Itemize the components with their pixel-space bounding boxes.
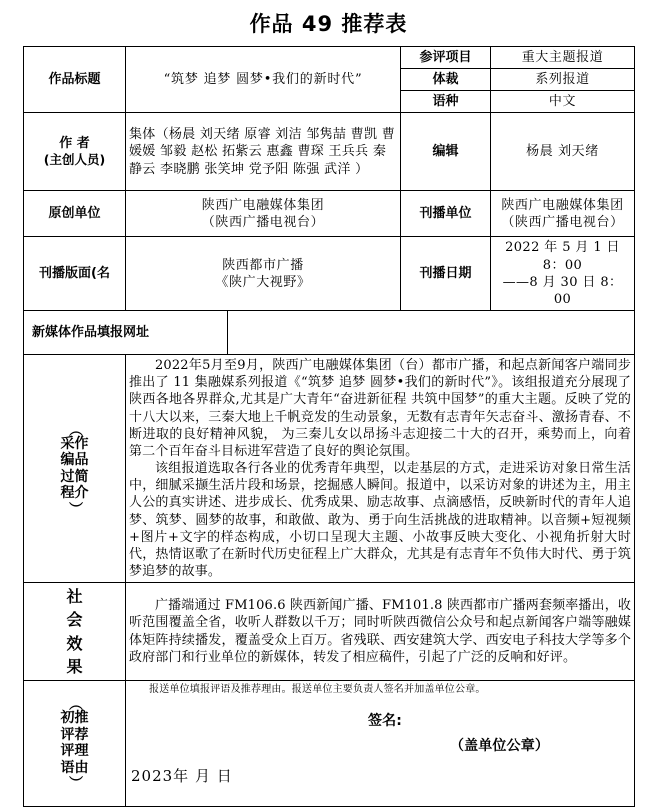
table-row-units [24, 191, 635, 237]
recommendation-note: 报送单位填报评语及推荐理由。报送单位主要负责人签名并加盖单位公章。 [149, 683, 486, 695]
label-new-media-url: 新媒体作品填报网址 [24, 311, 228, 355]
process-paragraph-1: 2022年5月至9月，陕西广电融媒体集团（台）都市广播，和起点新闻客户端同步推出了 11 集融媒系列报道《“筑梦 追梦 圆梦•我们的新时代”》。该组报道充分展现了陕西各地各界群众,尤其是广大青年“奋进新征程 共筑中国梦”的重大主题。反映了党的十八大以来，三秦大地上千帆竞发的生动景象，无数有志青年矢志奋斗、激扬青春、不断进取的良好精神风貌， 为三秦儿女以昂扬斗志迎接二十大的召开，乘势而上，向着第二个百年奋斗目标进军营造了良好的舆论氛围。 [129, 358, 632, 459]
label-process-left-c3: 过 [60, 468, 75, 485]
value-recommendation [126, 680, 635, 806]
label-work-title: 作品标题 [24, 47, 126, 113]
table-row-social-effect [24, 583, 635, 681]
label-social-effect-c3: 效 [66, 633, 83, 653]
value-genre: 系列报道 [491, 69, 635, 91]
label-process-paren-close: ） [66, 501, 82, 516]
value-social-effect [126, 583, 635, 681]
label-process-right-c2: 品 [74, 452, 89, 469]
label-process-columns [27, 436, 122, 502]
seal-label: （盖单位公章） [449, 737, 550, 754]
value-category: 重大主题报道 [491, 47, 635, 69]
label-recommendation-left-c4: 语 [60, 759, 75, 776]
value-publish-section-line1: 陕西都市广播 [222, 257, 304, 273]
label-process-right-column [75, 436, 89, 502]
label-original-unit: 原创单位 [24, 191, 126, 237]
label-publish-section: 刊播版面(名 [24, 237, 126, 311]
label-editor: 编辑 [401, 113, 491, 191]
label-recommendation-left-column [61, 710, 75, 776]
label-social-effect-c4: 果 [66, 656, 83, 676]
label-language: 语种 [401, 91, 491, 113]
label-recommendation-left-c1: 初 [60, 710, 75, 727]
label-category: 参评项目 [401, 47, 491, 69]
label-process-left-c4: 程 [60, 485, 75, 502]
value-original-unit-line1: 陕西广电融媒体集团 [201, 197, 325, 213]
value-publish-date-line1: 2022 年 5 月 1 日 8：00 [505, 240, 620, 273]
label-process-right-c4: 介 [74, 485, 89, 502]
table-row-process [24, 355, 635, 583]
label-social-effect-c2: 会 [66, 610, 83, 630]
label-social-effect-vertical [27, 585, 122, 678]
label-process-left-column [61, 436, 75, 502]
value-publish-unit-line1: 陕西广电融媒体集团 [501, 197, 624, 213]
label-process-left-c2: 编 [60, 452, 75, 469]
label-process [24, 355, 126, 583]
label-authors [24, 113, 126, 191]
value-language: 中文 [491, 91, 635, 113]
value-publish-date [491, 237, 635, 311]
value-publish-unit [491, 191, 635, 237]
value-new-media-url[interactable] [228, 311, 635, 355]
social-effect-paragraph: 广播端通过 FM106.6 陕西新闻广播、FM101.8 陕西都市广播两套频率播出，收听范围覆盖全省，收听人群数以千万；同时听陕西微信公众号和起点新闻客户端等融媒体矩阵持续播发，覆盖受众上百万。省残联、西安建筑大学、西安电子科技大学等多个政府部门和行业单位的新媒体，转发了相应稿件，引起了广泛的反响和好评。 [129, 598, 632, 665]
table-row-authors-editor [24, 113, 635, 191]
value-publish-unit-line2: （陕西广播电视台） [501, 214, 624, 230]
label-recommendation-right-c4: 由 [74, 759, 89, 776]
value-process [126, 355, 635, 583]
label-process-right-c3: 简 [74, 468, 89, 485]
table-row-new-media-url [24, 311, 635, 355]
label-recommendation-left-c2: 评 [60, 726, 75, 743]
process-paragraph-2: 该组报道选取各行各业的优秀青年典型，以走基层的方式，走进采访对象日常生活中，细腻采撷生活片段和场景，挖掘感人瞬间。报道中，以采访对象的讲述为主，用主人公的真实讲述、进步成长、优秀成果、励志故事、点滴感悟，反映新时代的青年人追梦、筑梦、圆梦的故事，和敢做、敢为、勇于向生活挑战的进取精神。以音频+短视频+图片+文字的样态构成，小切口呈现大主题、小故事反映大变化、小视角折射大时代，热情讴歌了在新时代历史征程上广大群众，尤其是有志青年不负伟大时代、勇于筑梦追梦的故事。 [129, 461, 632, 579]
label-recommendation-right-c2: 荐 [74, 726, 89, 743]
table-row-publish-section-date [24, 237, 635, 311]
label-recommendation-paren-close: ） [66, 775, 82, 790]
value-publish-section [126, 237, 401, 311]
signature-label[interactable]: 签名: [367, 713, 403, 730]
label-recommendation-right-c3: 理 [74, 743, 89, 760]
label-process-paren-open: （ [66, 422, 82, 437]
value-work-title: “筑梦 追梦 圆梦•我们的新时代” [126, 47, 401, 113]
label-process-left-c1: 采 [60, 435, 75, 452]
label-recommendation-right-c1: 推 [74, 710, 89, 727]
label-recommendation-left-c3: 评 [60, 743, 75, 760]
table-row-work-title-category [24, 47, 635, 69]
label-publish-unit: 刊播单位 [401, 191, 491, 237]
table-row-recommendation [24, 680, 635, 806]
recommendation-signature-block [129, 683, 631, 787]
recommendation-date-line[interactable]: 2023年 月 日 [131, 767, 233, 785]
label-recommendation [24, 680, 126, 806]
label-genre: 体裁 [401, 69, 491, 91]
recommendation-form-table [23, 46, 635, 807]
value-publish-section-line2: 《陕广大视野》 [215, 274, 311, 290]
value-authors: 集体（杨晨 刘天绪 原睿 刘洁 邹隽喆 曹凯 曹媛媛 邹毅 赵松 拓紫云 惠鑫 曹琛 王兵兵 秦静云 李晓鹏 张笑坤 党予阳 陈强 武洋 ） [126, 113, 401, 191]
label-recommendation-right-column [75, 710, 89, 776]
label-authors-sub: (主创人员) [43, 152, 106, 168]
label-process-right-c1: 作 [74, 435, 89, 452]
label-social-effect-c1: 社 [66, 587, 83, 607]
value-original-unit [126, 191, 401, 237]
value-original-unit-line2: （陕西广播电视台） [201, 214, 325, 230]
value-publish-date-line2: ——8 月 30 日 8：00 [502, 274, 623, 307]
value-editor: 杨晨 刘天绪 [491, 113, 635, 191]
label-authors-main: 作 者 [59, 136, 90, 152]
page-title: 作品 49 推荐表 [249, 12, 408, 36]
label-social-effect [24, 583, 126, 681]
label-publish-date: 刊播日期 [401, 237, 491, 311]
label-recommendation-paren-open: （ [66, 696, 82, 711]
label-recommendation-columns [27, 710, 122, 776]
